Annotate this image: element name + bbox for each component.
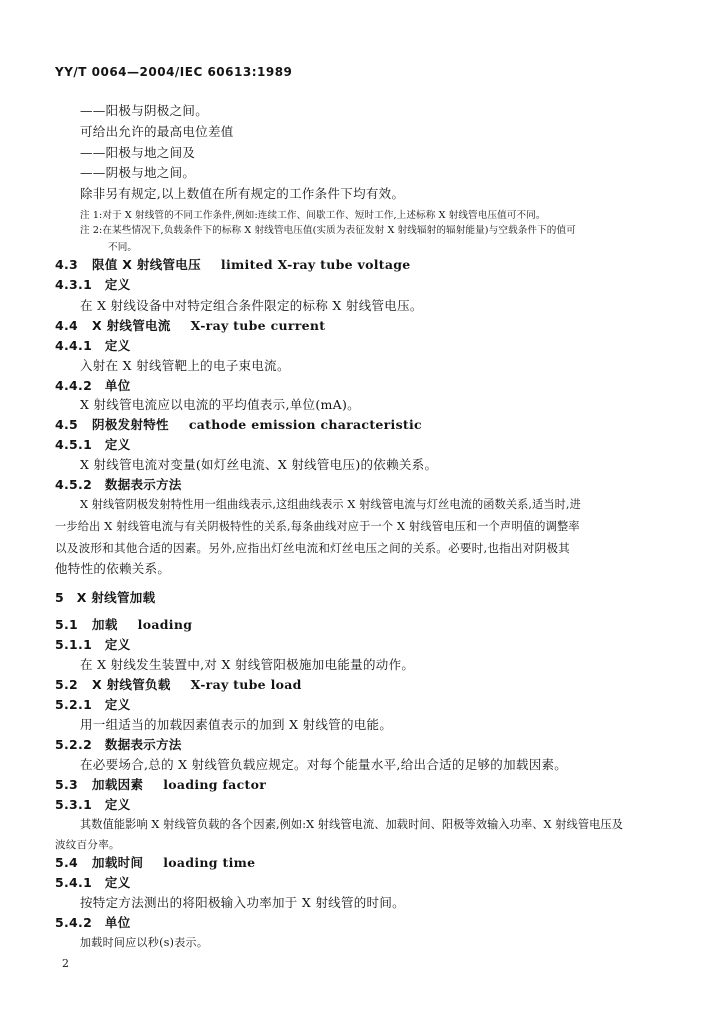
section-title: 限值 X 射线管电压 (92, 257, 201, 272)
subsection-heading: 4.5.2 数据表示方法 (55, 477, 182, 492)
subsection-heading: 4.3.1 定义 (55, 277, 131, 292)
paragraph-line: 波纹百分率。 (55, 839, 120, 851)
text-line: X 射线管电流应以电流的平均值表示,单位(mA)。 (80, 397, 360, 412)
subsection-heading: 5.2.1 定义 (55, 697, 131, 712)
section-heading-5-2 (55, 677, 302, 693)
section-heading-5-1 (55, 617, 192, 633)
text-line: 用一组适当的加载因素值表示的加到 X 射线管的电能。 (80, 717, 393, 732)
text-line: ——阳极与地之间及 (80, 145, 196, 160)
section-title-en: limited X-ray tube voltage (220, 257, 411, 272)
section-number: 5.3 (55, 777, 79, 792)
page-header-standard-id: YY/T 0064—2004/IEC 60613:1989 (55, 65, 293, 79)
section-title-en: cathode emission characteristic (188, 417, 422, 432)
subsection-heading: 4.5.1 定义 (55, 437, 131, 452)
page-number: 2 (62, 957, 70, 970)
text-line: 加载时间应以秒(s)表示。 (80, 936, 209, 949)
section-title: 加载时间 (92, 855, 144, 870)
section-title: 阴极发射特性 (92, 417, 169, 432)
section-title: X 射线管电流 (92, 318, 171, 333)
paragraph-line: 一步给出 X 射线管电流与有关阴极特性的关系,每条曲线对应于一个 X 射线管电压和一个声明值的调整率 (55, 520, 580, 533)
note-2-line-1: 注 2:在某些情况下,负载条件下的标称 X 射线管电压值(实质为表征发射 X 射线辐射的辐射能量)与空载条件下的值可 (80, 225, 576, 236)
text-line: 在 X 射线设备中对特定组合条件限定的标称 X 射线管电压。 (80, 298, 423, 313)
paragraph-line: X 射线管阴极发射特性用一组曲线表示,这组曲线表示 X 射线管电流与灯丝电流的函数关系,适当时,进 (80, 498, 581, 511)
subsection-heading: 4.4.1 定义 (55, 338, 131, 353)
section-number: 5.4 (55, 855, 79, 870)
paragraph-line: 其数值能影响 X 射线管负载的各个因素,例如:X 射线管电流、加载时间、阳极等效输入功率、X 射线管电压及 (80, 818, 623, 831)
text-line: ——阴极与地之间。 (80, 165, 196, 180)
text-line: ——阳极与阴极之间。 (80, 103, 209, 118)
paragraph-line: 以及波形和其他合适的因素。另外,应指出灯丝电流和灯丝电压之间的关系。必要时,也指出对阴极其 (55, 541, 570, 555)
section-number: 5.1 (55, 617, 79, 632)
text-line: X 射线管电流对变量(如灯丝电流、X 射线管电压)的依赖关系。 (80, 457, 438, 472)
section-title-en: loading time (163, 855, 256, 870)
section-number: 4.5 (55, 417, 79, 432)
paragraph-line: 他特性的依赖关系。 (55, 561, 171, 576)
section-title: 加载 (92, 617, 118, 632)
section-number: 5.2 (55, 677, 79, 692)
subsection-heading: 5.4.2 单位 (55, 915, 131, 930)
chapter-heading-5: 5 X 射线管加载 (55, 590, 156, 605)
section-heading-4-4 (55, 318, 325, 334)
section-title: X 射线管负载 (92, 677, 171, 692)
section-title-en: X-ray tube load (190, 677, 302, 692)
text-line: 可给出允许的最高电位差值 (80, 124, 234, 139)
subsection-heading: 5.1.1 定义 (55, 637, 131, 652)
section-title-en: X-ray tube current (190, 318, 326, 333)
text-line: 按特定方法测出的将阳极输入功率加于 X 射线管的时间。 (80, 895, 405, 910)
text-line: 在必要场合,总的 X 射线管负载应规定。对每个能量水平,给出合适的足够的加载因素。 (80, 757, 568, 772)
subsection-heading: 4.4.2 单位 (55, 378, 131, 393)
text-line: 在 X 射线发生装置中,对 X 射线管阳极施加电能量的动作。 (80, 657, 415, 672)
note-2-line-2: 不同。 (108, 242, 138, 253)
section-heading-4-3 (55, 257, 411, 273)
note-1: 注 1:对于 X 射线管的不同工作条件,例如:连续工作、间歇工作、短时工作,上述标称 X 射线管电压值可不同。 (80, 210, 546, 221)
subsection-heading: 5.2.2 数据表示方法 (55, 737, 182, 752)
subsection-heading: 5.3.1 定义 (55, 797, 131, 812)
section-number: 4.4 (55, 318, 79, 333)
section-heading-5-3 (55, 777, 266, 793)
section-title-en: loading factor (163, 777, 267, 792)
section-heading-4-5 (55, 417, 422, 433)
section-number: 4.3 (55, 257, 79, 272)
text-line: 入射在 X 射线管靶上的电子束电流。 (80, 358, 290, 373)
section-heading-5-4 (55, 855, 255, 871)
text-line: 除非另有规定,以上数值在所有规定的工作条件下均有效。 (80, 186, 405, 201)
subsection-heading: 5.4.1 定义 (55, 875, 131, 890)
section-title-en: loading (137, 617, 193, 632)
section-title: 加载因素 (92, 777, 144, 792)
